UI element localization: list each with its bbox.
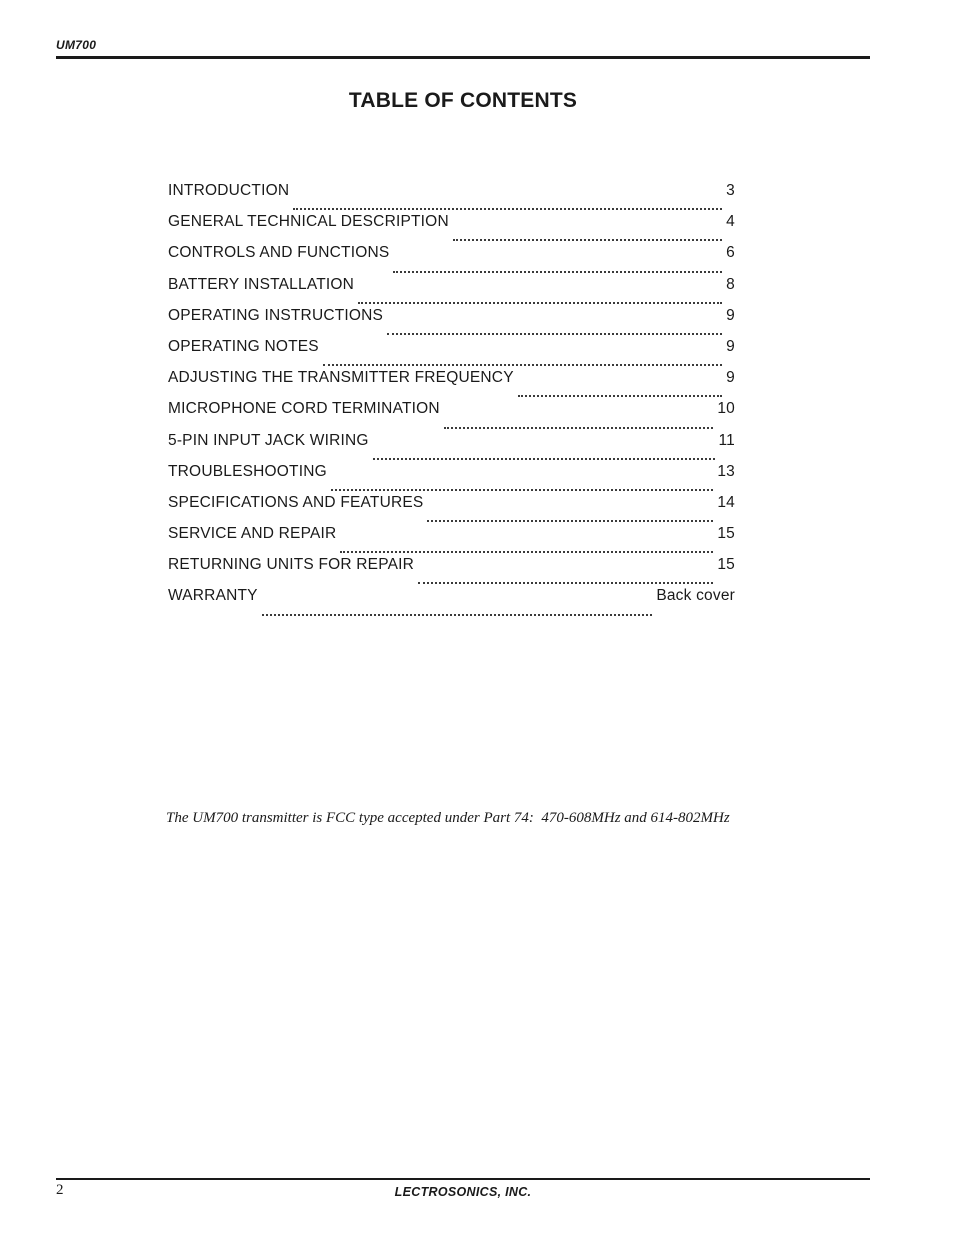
header-rule: [56, 56, 870, 59]
toc-dot-leader: [373, 442, 715, 460]
toc-entry-page: 8: [726, 275, 735, 293]
toc-dot-leader: [262, 598, 653, 616]
toc-entry: [168, 432, 735, 463]
toc-entry-page: 3: [726, 182, 735, 199]
toc-entry: [168, 494, 735, 525]
toc-entry: [168, 556, 735, 587]
toc-entry-page: 14: [717, 493, 735, 511]
toc-entry-page: 4: [726, 213, 735, 231]
toc-entry: [168, 244, 735, 275]
toc-entry-page: 10: [717, 400, 735, 418]
toc-entry-label: ADJUSTING THE TRANSMITTER FREQUENCY: [168, 369, 514, 387]
toc-entry: [168, 525, 735, 556]
toc-entry-page: 6: [726, 244, 735, 262]
toc-entry: [168, 369, 735, 400]
toc-entry-label: CONTROLS AND FUNCTIONS: [168, 244, 390, 262]
toc-dot-leader: [331, 473, 713, 491]
toc-dot-leader: [293, 193, 722, 211]
toc-entry: [168, 213, 735, 244]
table-of-contents: [168, 182, 735, 619]
toc-entry: [168, 307, 735, 338]
header-model-name: UM700: [56, 38, 97, 52]
page-title: TABLE OF CONTENTS: [348, 89, 578, 113]
toc-entry-label: OPERATING INSTRUCTIONS: [168, 306, 384, 324]
toc-entry-label: OPERATING NOTES: [168, 337, 319, 355]
toc-dot-leader: [323, 349, 722, 367]
toc-entry: [168, 182, 735, 213]
toc-entry: [168, 400, 735, 431]
toc-entry: [168, 587, 735, 618]
toc-entry-page: 15: [717, 525, 735, 543]
toc-entry-page: 11: [718, 431, 735, 449]
toc-dot-leader: [427, 505, 713, 523]
toc-entry-label: TROUBLESHOOTING: [168, 462, 327, 480]
toc-entry-label: INTRODUCTION: [168, 182, 290, 199]
toc-dot-leader: [393, 255, 722, 273]
toc-entry-page: 13: [717, 462, 735, 480]
toc-entry-page: Back cover: [656, 587, 735, 605]
footer-rule: [56, 1178, 870, 1180]
footer-page-number: 2: [56, 1182, 64, 1198]
toc-dot-leader: [358, 286, 722, 304]
toc-entry-label: RETURNING UNITS FOR REPAIR: [168, 556, 415, 574]
fcc-compliance-note: The UM700 transmitter is FCC type accepted under Part 74: 470-608MHz and 614-802MHz: [166, 810, 730, 826]
toc-dot-leader: [518, 380, 722, 398]
toc-entry-page: 9: [726, 369, 735, 387]
toc-entry-label: BATTERY INSTALLATION: [168, 275, 355, 293]
toc-dot-leader: [340, 536, 713, 554]
toc-entry-label: 5-PIN INPUT JACK WIRING: [168, 431, 369, 449]
toc-entry: [168, 276, 735, 307]
toc-dot-leader: [387, 317, 722, 335]
toc-entry-label: GENERAL TECHNICAL DESCRIPTION: [168, 213, 449, 231]
footer-company-name: LECTROSONICS, INC.: [394, 1185, 532, 1199]
toc-dot-leader: [418, 567, 713, 585]
toc-dot-leader: [444, 411, 714, 429]
toc-entry-label: WARRANTY: [168, 587, 258, 605]
toc-entry-page: 9: [726, 337, 735, 355]
toc-entry-label: MICROPHONE CORD TERMINATION: [168, 400, 440, 418]
toc-entry: [168, 463, 735, 494]
toc-entry-page: 15: [717, 556, 735, 574]
toc-dot-leader: [453, 224, 722, 242]
toc-entry-label: SPECIFICATIONS AND FEATURES: [168, 493, 424, 511]
toc-entry-label: SERVICE AND REPAIR: [168, 525, 337, 543]
toc-entry: [168, 338, 735, 369]
toc-entry-page: 9: [726, 306, 735, 324]
